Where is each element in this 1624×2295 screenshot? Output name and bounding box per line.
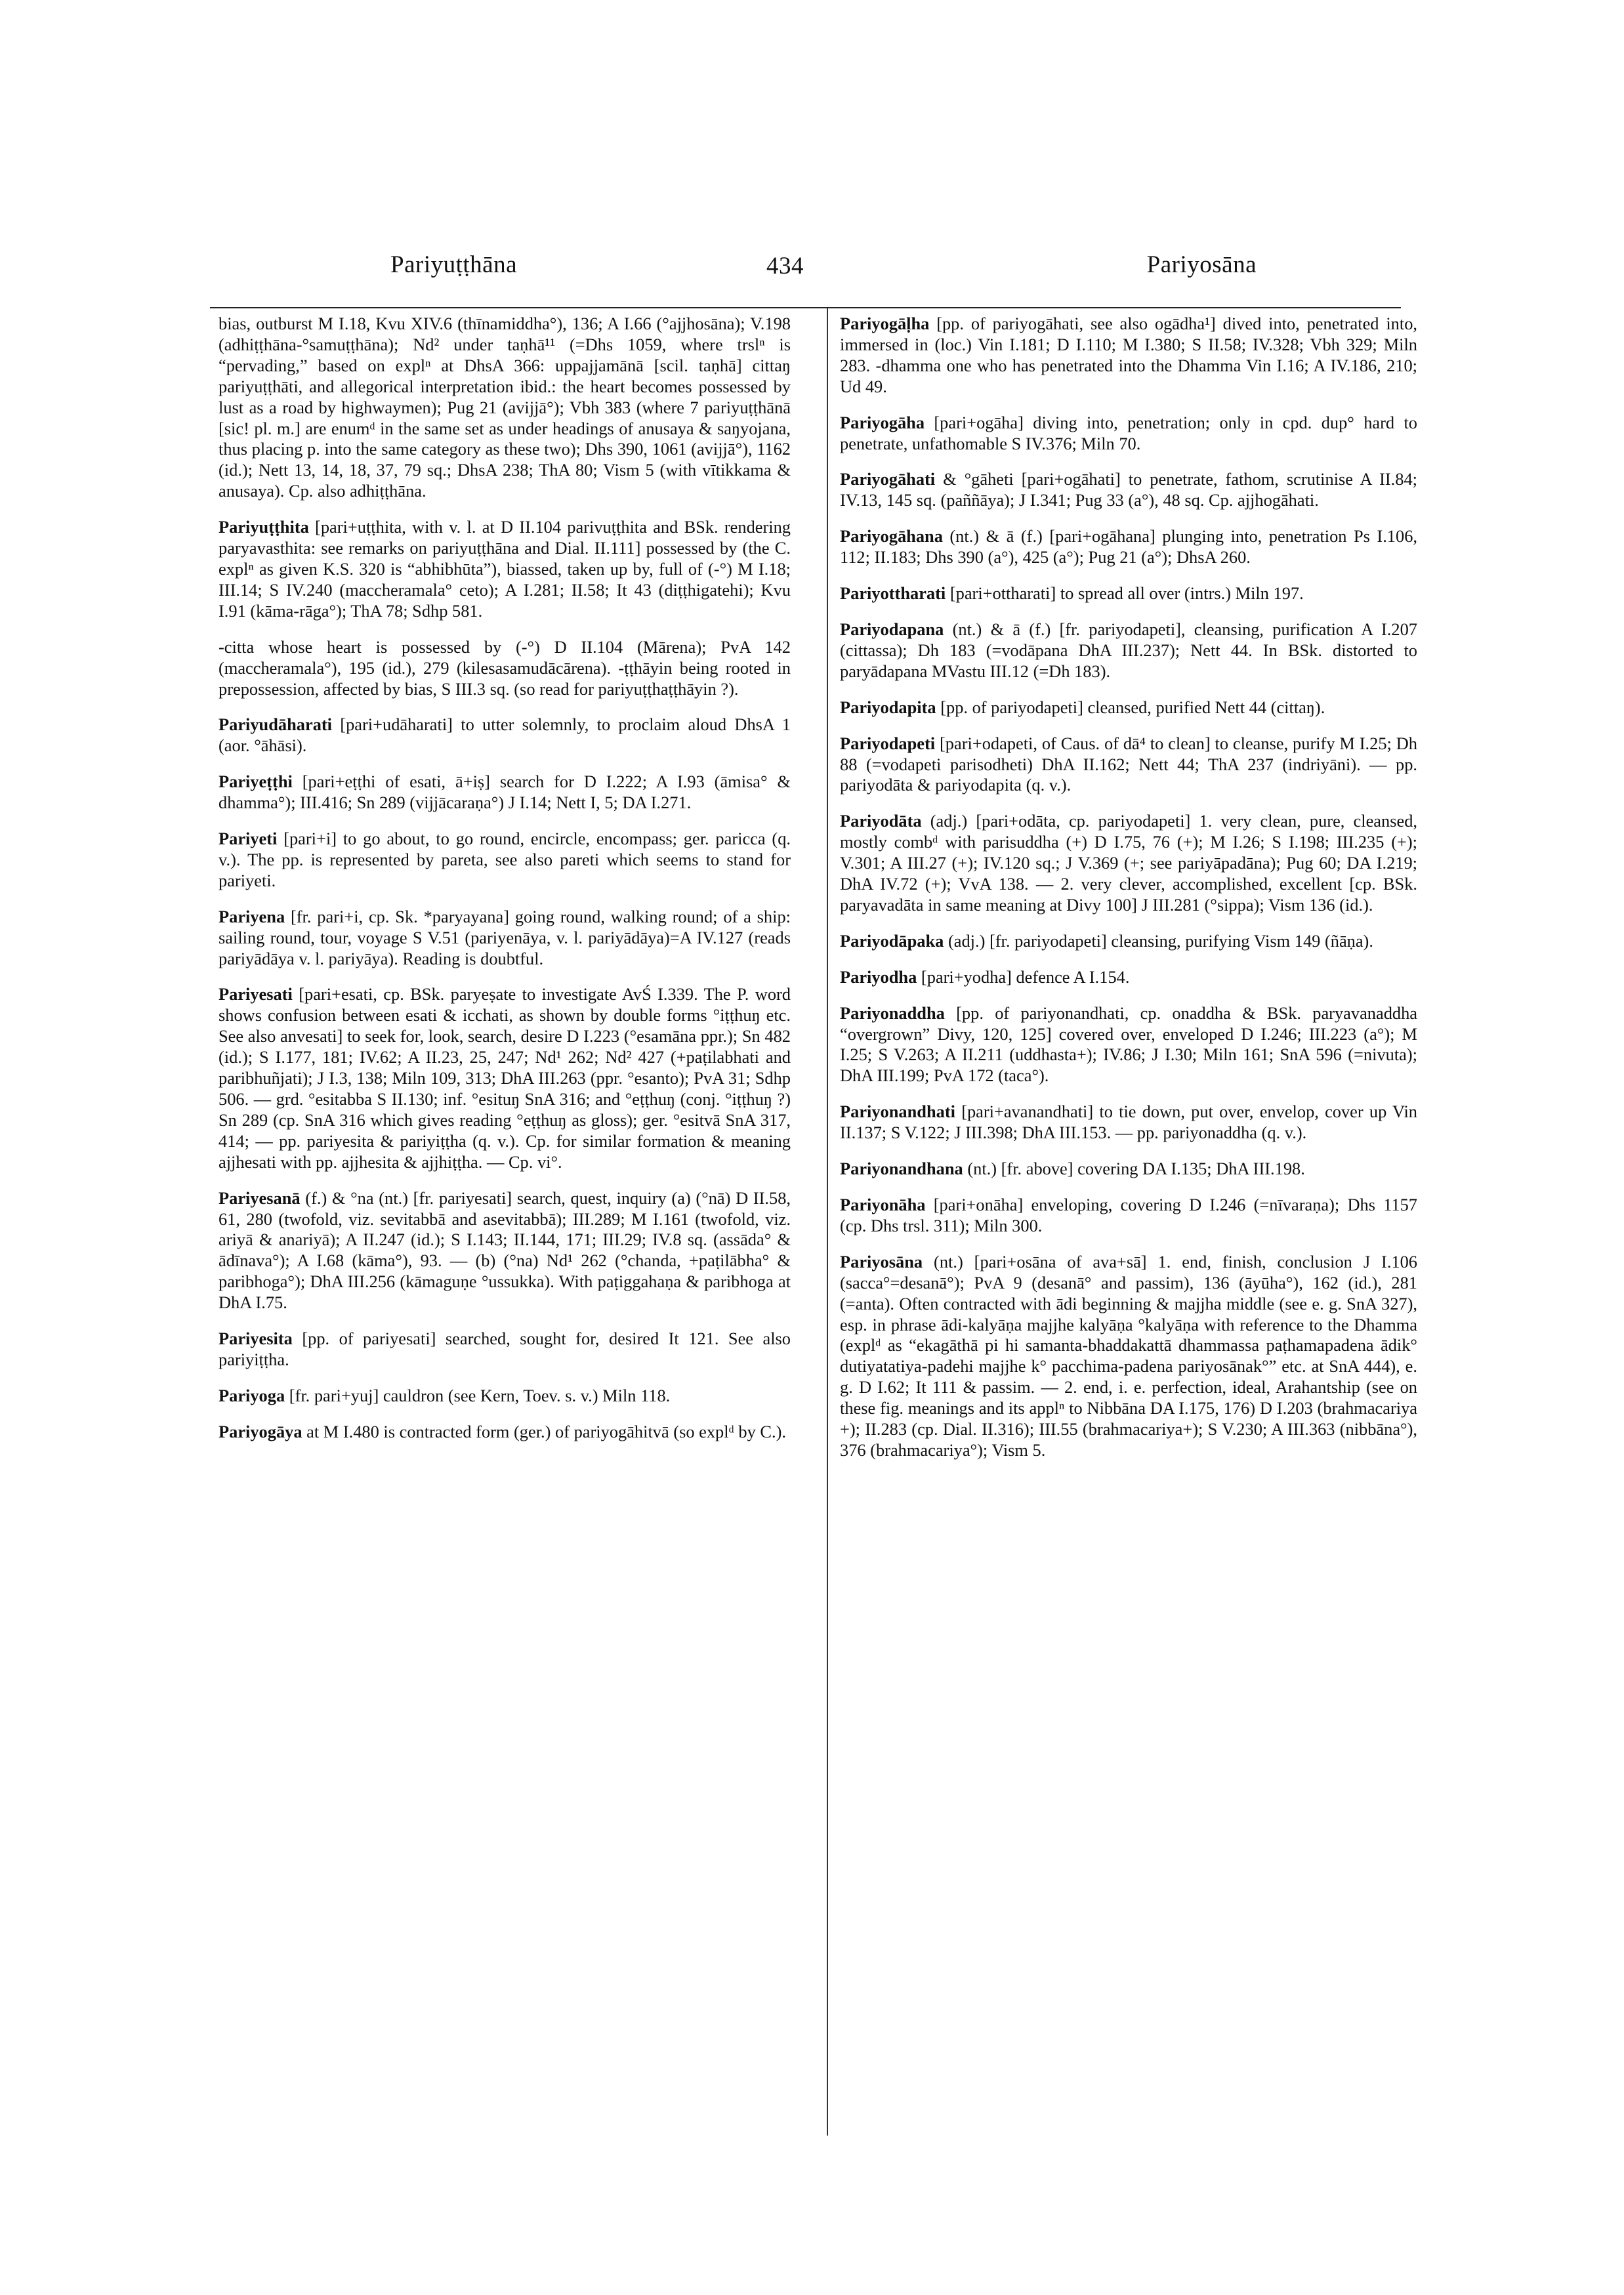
entry-headword: Pariyodapana bbox=[840, 619, 944, 639]
dictionary-entry bbox=[219, 637, 791, 700]
running-head-right-word: Pariyosāna bbox=[1146, 251, 1257, 278]
column-divider bbox=[827, 308, 828, 2136]
dictionary-entry bbox=[219, 1188, 791, 1313]
entry-body: (nt.) [pari+osāna of ava+sā] 1. end, finish, conclusion J I.106 (sacca°=desanā°); PvA 9 (desanā° and passim), 136 (āyūha°), 162 (id.), 281 (=anta). Often contracted with ādi beginning & majjha middle (see e. g. SnA 327), esp. in phrase ādi-kalyāṇa majjhe kalyāṇa °kalyāṇa with reference to the Dhamma (explᵈ as “ekagāthā pi hi samanta-bhaddakattā dhammassa paṭhamapadena ādik° dutiyatatiya-padehi majjhe k° pacchima-padena pariyosānak°” etc. at SnA 444), e. g. D I.62; It 111 & passim. — 2. end, i. e. perfection, ideal, Arahantship (see on these fig. meanings and its applⁿ to Nibbāna DA I.175, 176) D I.203 (brahmacariya +); II.283 (cp. Dial. II.316); III.55 (brahmacariya+); S V.230; A III.363 (nibbāna°), 376 (brahmacariya°); Vism 5. bbox=[840, 1251, 1417, 1460]
entry-headword: Pariyuṭṭhita bbox=[219, 517, 309, 537]
entry-body: (nt.) & ā (f.) [pari+ogāhana] plunging into, penetration Ps I.106, 112; II.183; Dhs 390 (a°), 425 (a°); Pug 21 (a°); DhsA 260. bbox=[840, 526, 1417, 568]
entry-body: [pari+uṭṭhita, with v. l. at D II.104 parivuṭṭhita and BSk. rendering paryavasthita: see remarks on pariyuṭṭhāna and Dial. II.111] possessed by (the C. explⁿ as given K.S. 320 is “abhibhūta”), biassed, taken up by, full of (-°) M I.18; III.14; S IV.240 (maccheramala° ceto); A I.281; II.58; It 43 (diṭṭhigatehi); Kvu I.91 (kāma-rāga°); ThA 78; Sdhp 581. bbox=[219, 517, 791, 621]
entry-body: [pari+onāha] enveloping, covering D I.246 (=nīvaraṇa); Dhs 1157 (cp. Dhs trsl. 311); Miln 300. bbox=[840, 1195, 1417, 1235]
entry-headword: Pariyesanā bbox=[219, 1188, 301, 1208]
entry-body: [pari+ogāha] diving into, penetration; only in cpd. dup° hard to penetrate, unfathomable S IV.376; Miln 70. bbox=[840, 412, 1417, 453]
dictionary-entry bbox=[840, 1195, 1417, 1237]
dictionary-entry bbox=[219, 1329, 791, 1371]
entry-body: & °gāheti [pari+ogāhati] to penetrate, fathom, scrutinise A II.84; IV.13, 145 sq. (paññāya); J I.341; Pug 33 (a°), 48 sq. Cp. ajjhogāhati. bbox=[840, 469, 1417, 510]
entry-headword: Pariyonaddha bbox=[840, 1003, 945, 1023]
entry-headword: Pariyodha bbox=[840, 966, 917, 987]
entry-body: [fr. pari+i, cp. Sk. *paryayana] going round, walking round; of a ship: sailing round, tour, voyage S V.51 (pariyenāya, v. l. pariyādāya)=A IV.127 (reads pariyādāya v. l. pariyāya). Reading is doubtful. bbox=[219, 906, 791, 968]
dictionary-entry bbox=[840, 583, 1417, 604]
entry-body: -citta whose heart is possessed by (-°) D II.104 (Mārena); PvA 142 (maccheramala°), 195 (id.), 279 (kilesasamudācārena). -ṭṭhāyin being rooted in prepossession, affected by bias, S III.3 sq. (so read for pariyuṭṭhaṭṭhāyin ?). bbox=[219, 636, 791, 699]
entry-headword: Pariyottharati bbox=[840, 583, 946, 604]
entry-headword: Pariyodapita bbox=[840, 697, 936, 717]
entry-body: (adj.) [fr. pariyodapeti] cleansing, purifying Vism 149 (ñāṇa). bbox=[944, 930, 1373, 951]
entry-body: [pp. of pariyogāhati, see also ogādha¹] dived into, penetrated into, immersed in (loc.) Vin I.181; D I.110; M I.380; S II.58; IV.328; Vbh 329; Miln 283. -dhamma one who has penetrated into the Dhamma Vin I.16; A IV.186, 210; Ud 49. bbox=[840, 314, 1417, 396]
entry-headword: Pariyosāna bbox=[840, 1251, 923, 1272]
entry-headword: Pariyonāha bbox=[840, 1195, 926, 1214]
dictionary-entry bbox=[840, 1252, 1417, 1461]
entry-headword: Pariyogāḷha bbox=[840, 314, 930, 333]
entry-body: [pari+ottharati] to spread all over (intrs.) Miln 197. bbox=[946, 583, 1304, 604]
entry-headword: Pariyeti bbox=[219, 829, 278, 849]
entry-headword: Pariyodāpaka bbox=[840, 930, 944, 951]
entry-headword: Pariyena bbox=[219, 906, 285, 926]
dictionary-entry bbox=[840, 1159, 1417, 1180]
entry-body: [pari+udāharati] to utter solemnly, to proclaim aloud DhsA 1 (aor. °āhāsi). bbox=[219, 714, 791, 756]
dictionary-entry bbox=[219, 1422, 791, 1443]
dictionary-entry bbox=[840, 697, 1417, 718]
entry-body: [pp. of pariyonandhati, cp. onaddha & BSk. paryavanaddha “overgrown” Divy, 120, 125] covered over, enveloped D I.246; III.223 (a°); M I.25; S V.263; A II.211 (uddhasta+); IV.86; J I.30; Miln 161; SnA 596 (=nivuta); DhA III.199; PvA 172 (taca°). bbox=[840, 1003, 1417, 1086]
entry-headword: Pariyesati bbox=[219, 984, 293, 1004]
entry-headword: Pariyonandhana bbox=[840, 1159, 963, 1179]
entry-body: [pari+esati, cp. BSk. paryeṣate to investigate AvŚ I.339. The P. word shows confusion between esati & icchati, as shown by double forms °iṭṭhuŋ etc. See also anvesati] to seek for, look, search, desire D I.223 (°esamāna ppr.); Sn 482 (id.); S I.177, 181; IV.62; A II.23, 25, 247; Nd¹ 262; Nd² 427 (+paṭilabhati and paribhuñjati); J I.3, 138; Miln 109, 313; DhA III.263 (ppr. °esanto); PvA 31; Sdhp 506. — grd. °esitabba S II.130; inf. °esituŋ SnA 316; and °eṭṭhuŋ (conj. °iṭṭhuŋ ?) Sn 289 (cp. SnA 316 which gives reading °eṭṭhuŋ as gloss); ger. °esitvā SnA 317, 414; — pp. pariyesita & pariyiṭṭha (q. v.). Cp. for similar formation & meaning ajjhesati with pp. ajjhesita & ajjhiṭṭha. — Cp. vi°. bbox=[219, 984, 791, 1172]
dictionary-entry bbox=[840, 314, 1417, 398]
dictionary-entry bbox=[219, 829, 791, 892]
left-column bbox=[219, 314, 791, 1458]
entry-body: at M I.480 is contracted form (ger.) of pariyogāhitvā (so explᵈ by C.). bbox=[302, 1421, 786, 1441]
entry-body: [pp. of pariyodapeti] cleansed, purified Nett 44 (cittaŋ). bbox=[936, 697, 1325, 717]
entry-body: (nt.) [fr. above] covering DA I.135; DhA III.198. bbox=[963, 1159, 1305, 1179]
dictionary-entry bbox=[840, 526, 1417, 568]
entry-body: (f.) & °na (nt.) [fr. pariyesati] search, quest, inquiry (a) (°nā) D II.58, 61, 280 (twofold, viz. sevitabbā and asevitabbā); III.289; M I.161 (twofold, viz. ariyā & anariyā); A II.247 (id.); S I.143; II.144, 171; III.29; IV.8 sq. (assāda° & ādīnava°); A I.68 (kāma°), 93. — (b) (°na) Nd¹ 262 (°chanda, +paṭilābha° & paribhoga°); DhA III.256 (kāmaguṇe °ussukka). With paṭiggahaṇa & paribhoga at DhA I.75. bbox=[219, 1188, 791, 1313]
entry-headword: Pariyesita bbox=[219, 1329, 293, 1349]
dictionary-entry bbox=[219, 517, 791, 622]
dictionary-entry bbox=[840, 469, 1417, 511]
page-number: 434 bbox=[766, 253, 804, 279]
entry-body: [fr. pari+yuj] cauldron (see Kern, Toev. s. v.) Miln 118. bbox=[285, 1385, 671, 1405]
entry-headword: Pariyeṭṭhi bbox=[219, 772, 293, 792]
entry-headword: Pariyogāhati bbox=[840, 469, 936, 489]
dictionary-entry bbox=[840, 931, 1417, 952]
entry-body: [pari+eṭṭhi of esati, ā+iṣ] search for D I.222; A I.93 (āmisa° & dhamma°); III.416; Sn 289 (vijjācaraṇa°) J I.14; Nett I, 5; DA I.271. bbox=[219, 772, 791, 813]
entry-body: (nt.) & ā (f.) [fr. pariyodapeti], cleansing, purification A I.207 (cittassa); Dh 183 (=vodāpana DhA III.237); Nett 44. In BSk. distorted to paryādapana MVastu III.12 (=Dh 183). bbox=[840, 619, 1417, 681]
header-rule bbox=[210, 307, 1401, 308]
dictionary-entry bbox=[840, 413, 1417, 455]
dictionary-entry bbox=[840, 734, 1417, 796]
dictionary-entry bbox=[840, 811, 1417, 916]
dictionary-entry bbox=[219, 314, 791, 502]
entry-headword: Pariyonandhati bbox=[840, 1102, 955, 1122]
dictionary-entry bbox=[840, 1102, 1417, 1144]
dictionary-entry bbox=[840, 1003, 1417, 1087]
dictionary-entry bbox=[219, 772, 791, 814]
running-head bbox=[220, 251, 1394, 290]
entry-body: (adj.) [pari+odāta, cp. pariyodapeti] 1. very clean, pure, cleansed, mostly combᵈ with parisuddha (+) D I.75, 76 (+); M I.26; S I.198; III.235 (+); V.301; A III.27 (+); IV.120 sq.; J V.369 (+; see pariyāpadāna); Pug 60; DA I.219; DhA IV.72 (+); VvA 138. — 2. very clever, accomplished, excellent [cp. BSk. paryavadāta in same meaning at Divy 100] J III.281 (°sippa); Vism 136 (id.). bbox=[840, 811, 1417, 915]
entry-body: [pari+odapeti, of Caus. of dā⁴ to clean] to cleanse, purify M I.25; Dh 88 (=vodapeti parisodheti) DhA II.162; Nett 44; ThA 237 (indriyāni). — pp. pariyodāta & pariyodapita (q. v.). bbox=[840, 733, 1417, 795]
entry-body: [pari+yodha] defence A I.154. bbox=[917, 966, 1130, 987]
entry-headword: Pariyogāhana bbox=[840, 526, 943, 547]
entry-headword: Pariyogāha bbox=[840, 412, 925, 432]
entry-body: [pari+avanandhati] to tie down, put over, envelop, cover up Vin II.137; S V.122; J III.398; DhA III.153. — pp. pariyonaddha (q. v.). bbox=[840, 1102, 1417, 1143]
entry-headword: Pariyudāharati bbox=[219, 714, 333, 735]
entry-headword: Pariyodapeti bbox=[840, 733, 936, 753]
running-head-left-word: Pariyuṭṭhāna bbox=[390, 251, 518, 278]
entry-body: bias, outburst M I.18, Kvu XIV.6 (thīnamiddha°), 136; A I.66 (°ajjhosāna); V.198 (adhiṭṭhāna-°samuṭṭhāna); Nd² under taṇhā¹¹ (=Dhs 1059, where trslⁿ is “pervading,” based on explⁿ at DhsA 366: uppajjamānā [scil. taṇhā] cittaŋ pariyuṭṭhāti, and allegorical interpretation ibid.: the heart becomes possessed by lust as a road by highwaymen); Pug 21 (avijjā°); Vbh 383 (where 7 pariyuṭṭhānā [sic! pl. m.] are enumᵈ in the same set as under headings of anusaya & saŋyojana, thus placing p. into the same category as these two); Dhs 390, 1061 (avijjā°), 1162 (id.); Nett 13, 14, 18, 37, 79 sq.; DhsA 238; ThA 80; Vism 5 (with vītikkama & anusaya). Cp. also adhiṭṭhāna. bbox=[219, 314, 791, 501]
dictionary-entry bbox=[219, 1386, 791, 1407]
dictionary-entry bbox=[219, 714, 791, 756]
entry-body: [pp. of pariyesati] searched, sought for, desired It 121. See also pariyiṭṭha. bbox=[219, 1329, 791, 1369]
dictionary-entry bbox=[840, 619, 1417, 682]
entry-headword: Pariyoga bbox=[219, 1385, 285, 1405]
dictionary-entry bbox=[219, 984, 791, 1172]
dictionary-entry bbox=[840, 967, 1417, 988]
right-column bbox=[840, 314, 1417, 1476]
entry-headword: Pariyogāya bbox=[219, 1421, 302, 1441]
entry-headword: Pariyodāta bbox=[840, 811, 922, 831]
dictionary-entry bbox=[219, 907, 791, 970]
entry-body: [pari+i] to go about, to go round, encircle, encompass; ger. paricca (q. v.). The pp. is represented by pareta, see also pareti which seems to stand for pariyeti. bbox=[219, 829, 791, 890]
